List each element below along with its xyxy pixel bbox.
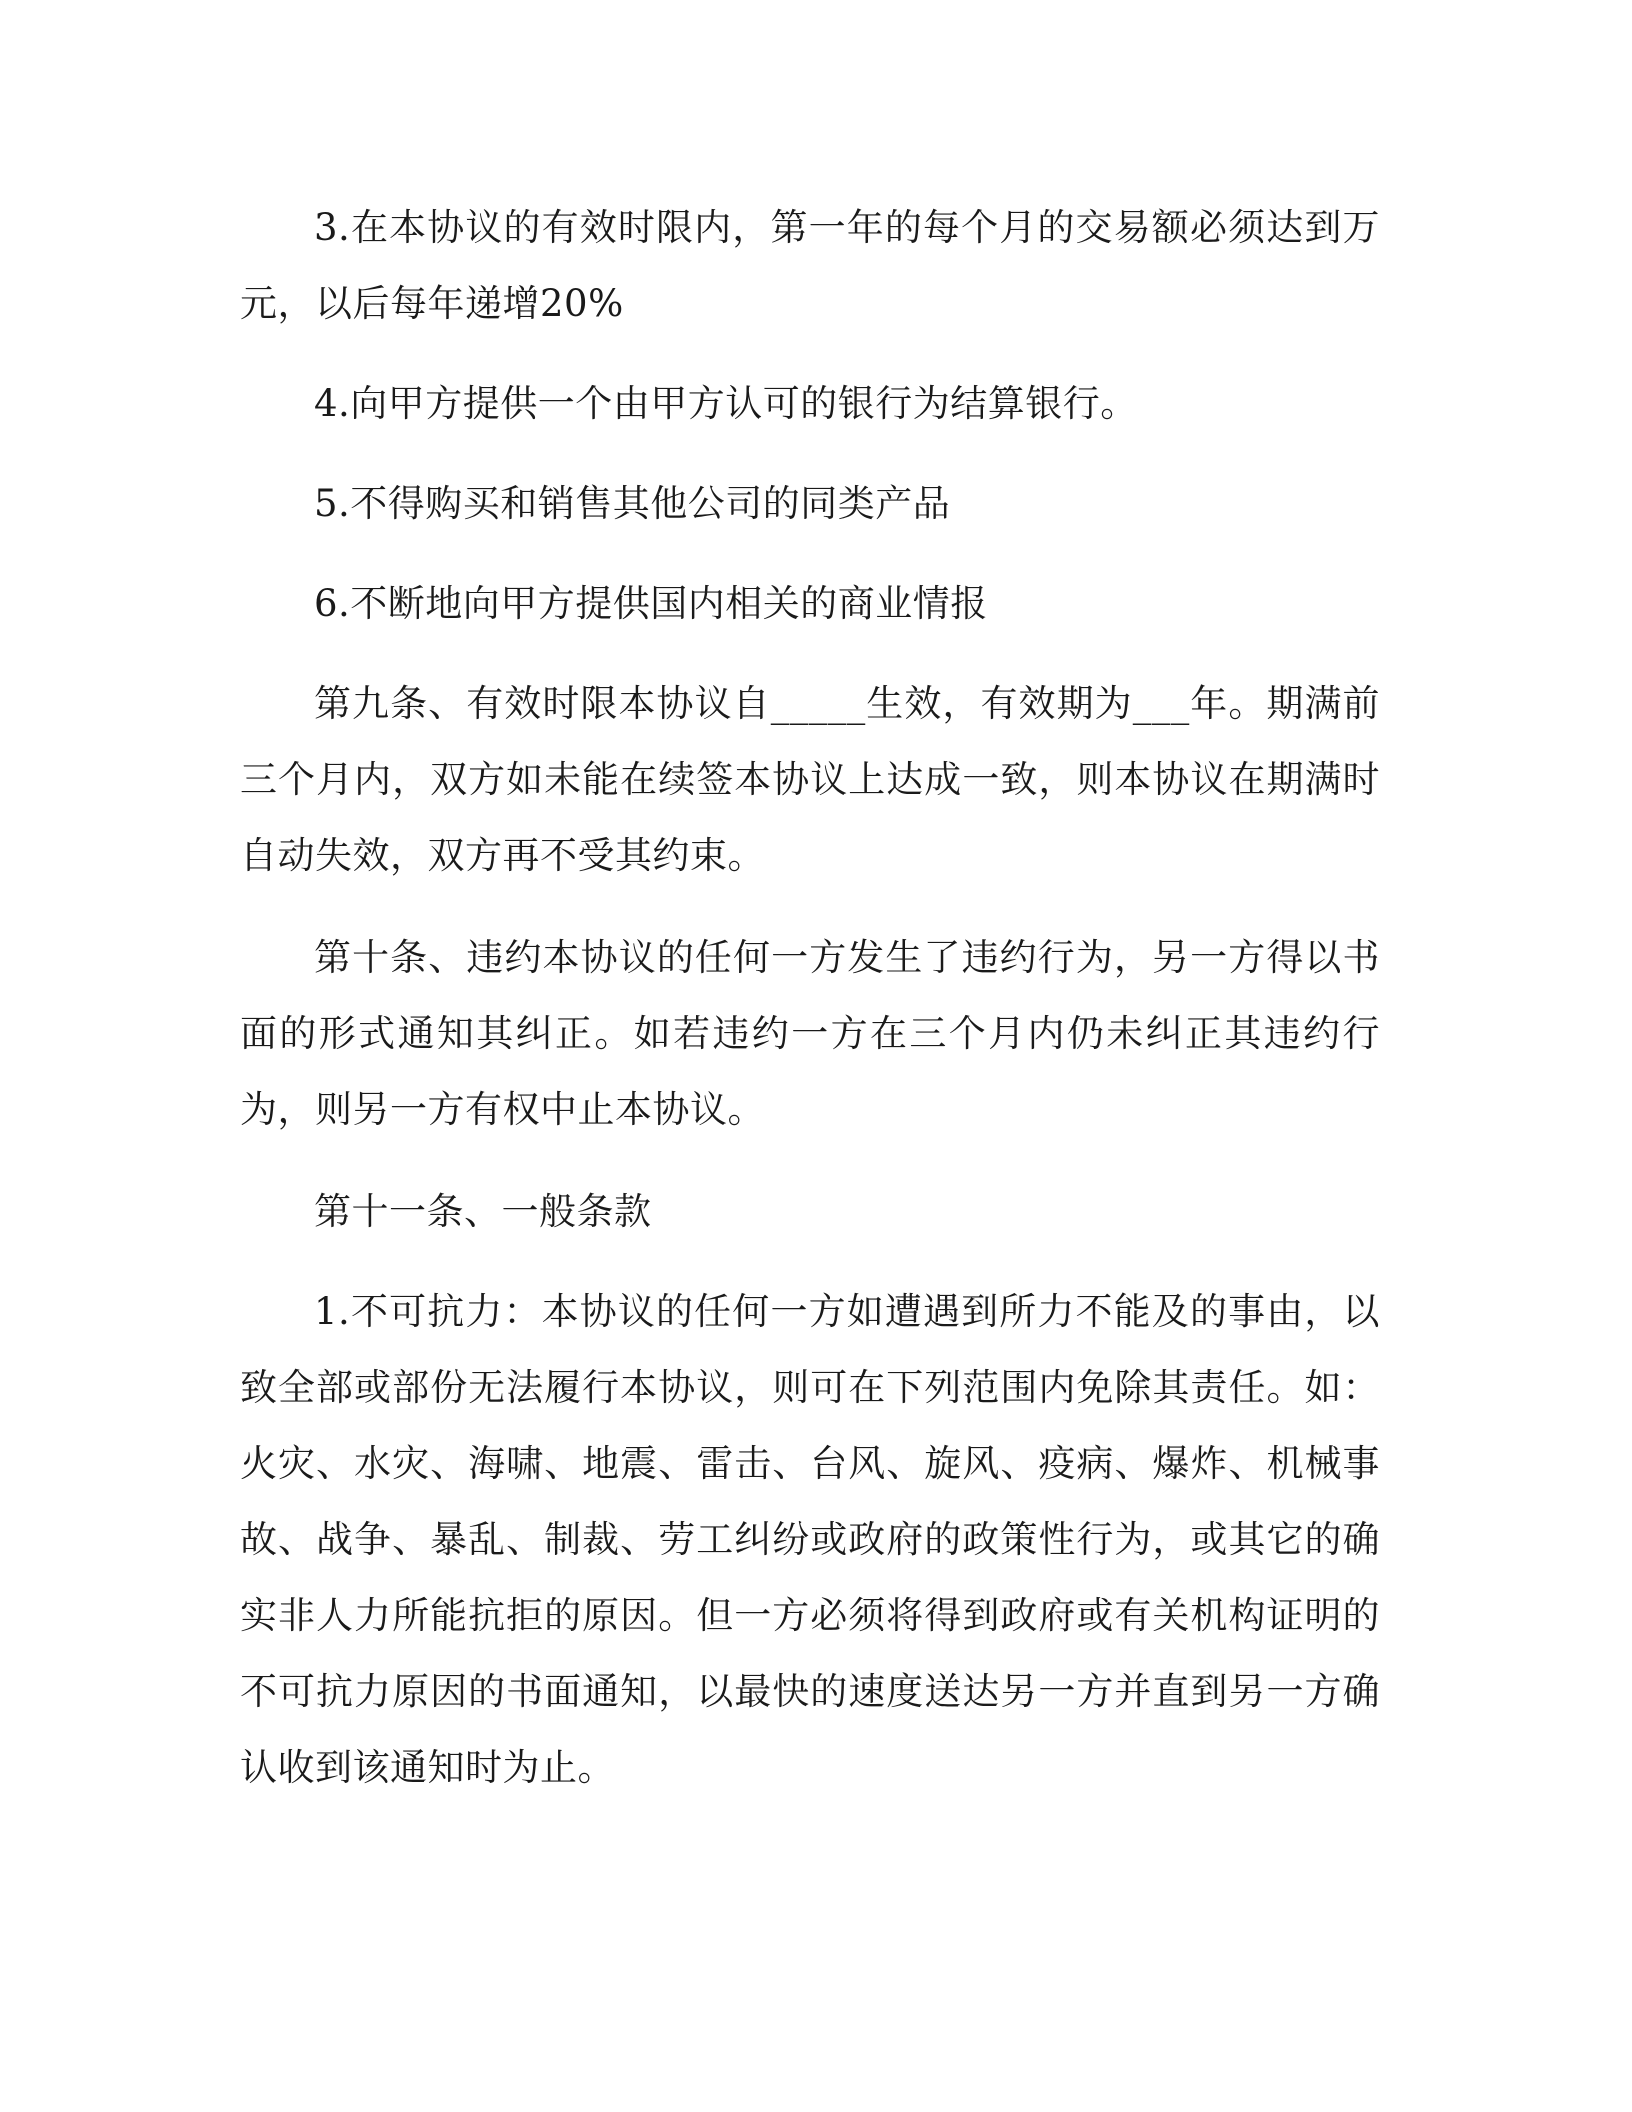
clause-3-paragraph: 3.在本协议的有效时限内，第一年的每个月的交易额必须达到万元，以后每年递增20% — [240, 206, 1380, 325]
force-majeure-paragraph: 1.不可抗力：本协议的任何一方如遭遇到所力不能及的事由，以致全部或部份无法履行本协议，则可在下列范围内免除其责任。如：火灾、水灾、海啸、地震、雷击、台风、旋风、疫病、爆炸、机械事故、战争、暴乱、制裁、劳工纠纷或政府的政策性行为，或其它的确实非人力所能抗拒的原因。但一方必须将得到政府或有关机构证明的不可抗力原因的书面通知，以最快的速度送达另一方并直到另一方确认收到该通知时为止。 — [240, 1290, 1380, 1789]
clause-6-paragraph: 6.不断地向甲方提供国内相关的商业情报 — [314, 582, 988, 625]
document-page — [240, 190, 1380, 1806]
clause-5-paragraph: 5.不得购买和销售其他公司的同类产品 — [314, 482, 951, 525]
article-9-paragraph: 第九条、有效时限本协议自_____生效，有效期为___年。期满前三个月内，双方如未能在续签本协议上达成一致，则本协议在期满时自动失效，双方再不受其约束。 — [240, 682, 1380, 877]
article-10-paragraph: 第十条、违约本协议的任何一方发生了违约行为，另一方得以书面的形式通知其纠正。如若违约一方在三个月内仍未纠正其违约行为，则另一方有权中止本协议。 — [240, 936, 1380, 1131]
article-11-heading: 第十一条、一般条款 — [314, 1190, 652, 1233]
clause-4-paragraph: 4.向甲方提供一个由甲方认可的银行为结算银行。 — [314, 382, 1138, 425]
